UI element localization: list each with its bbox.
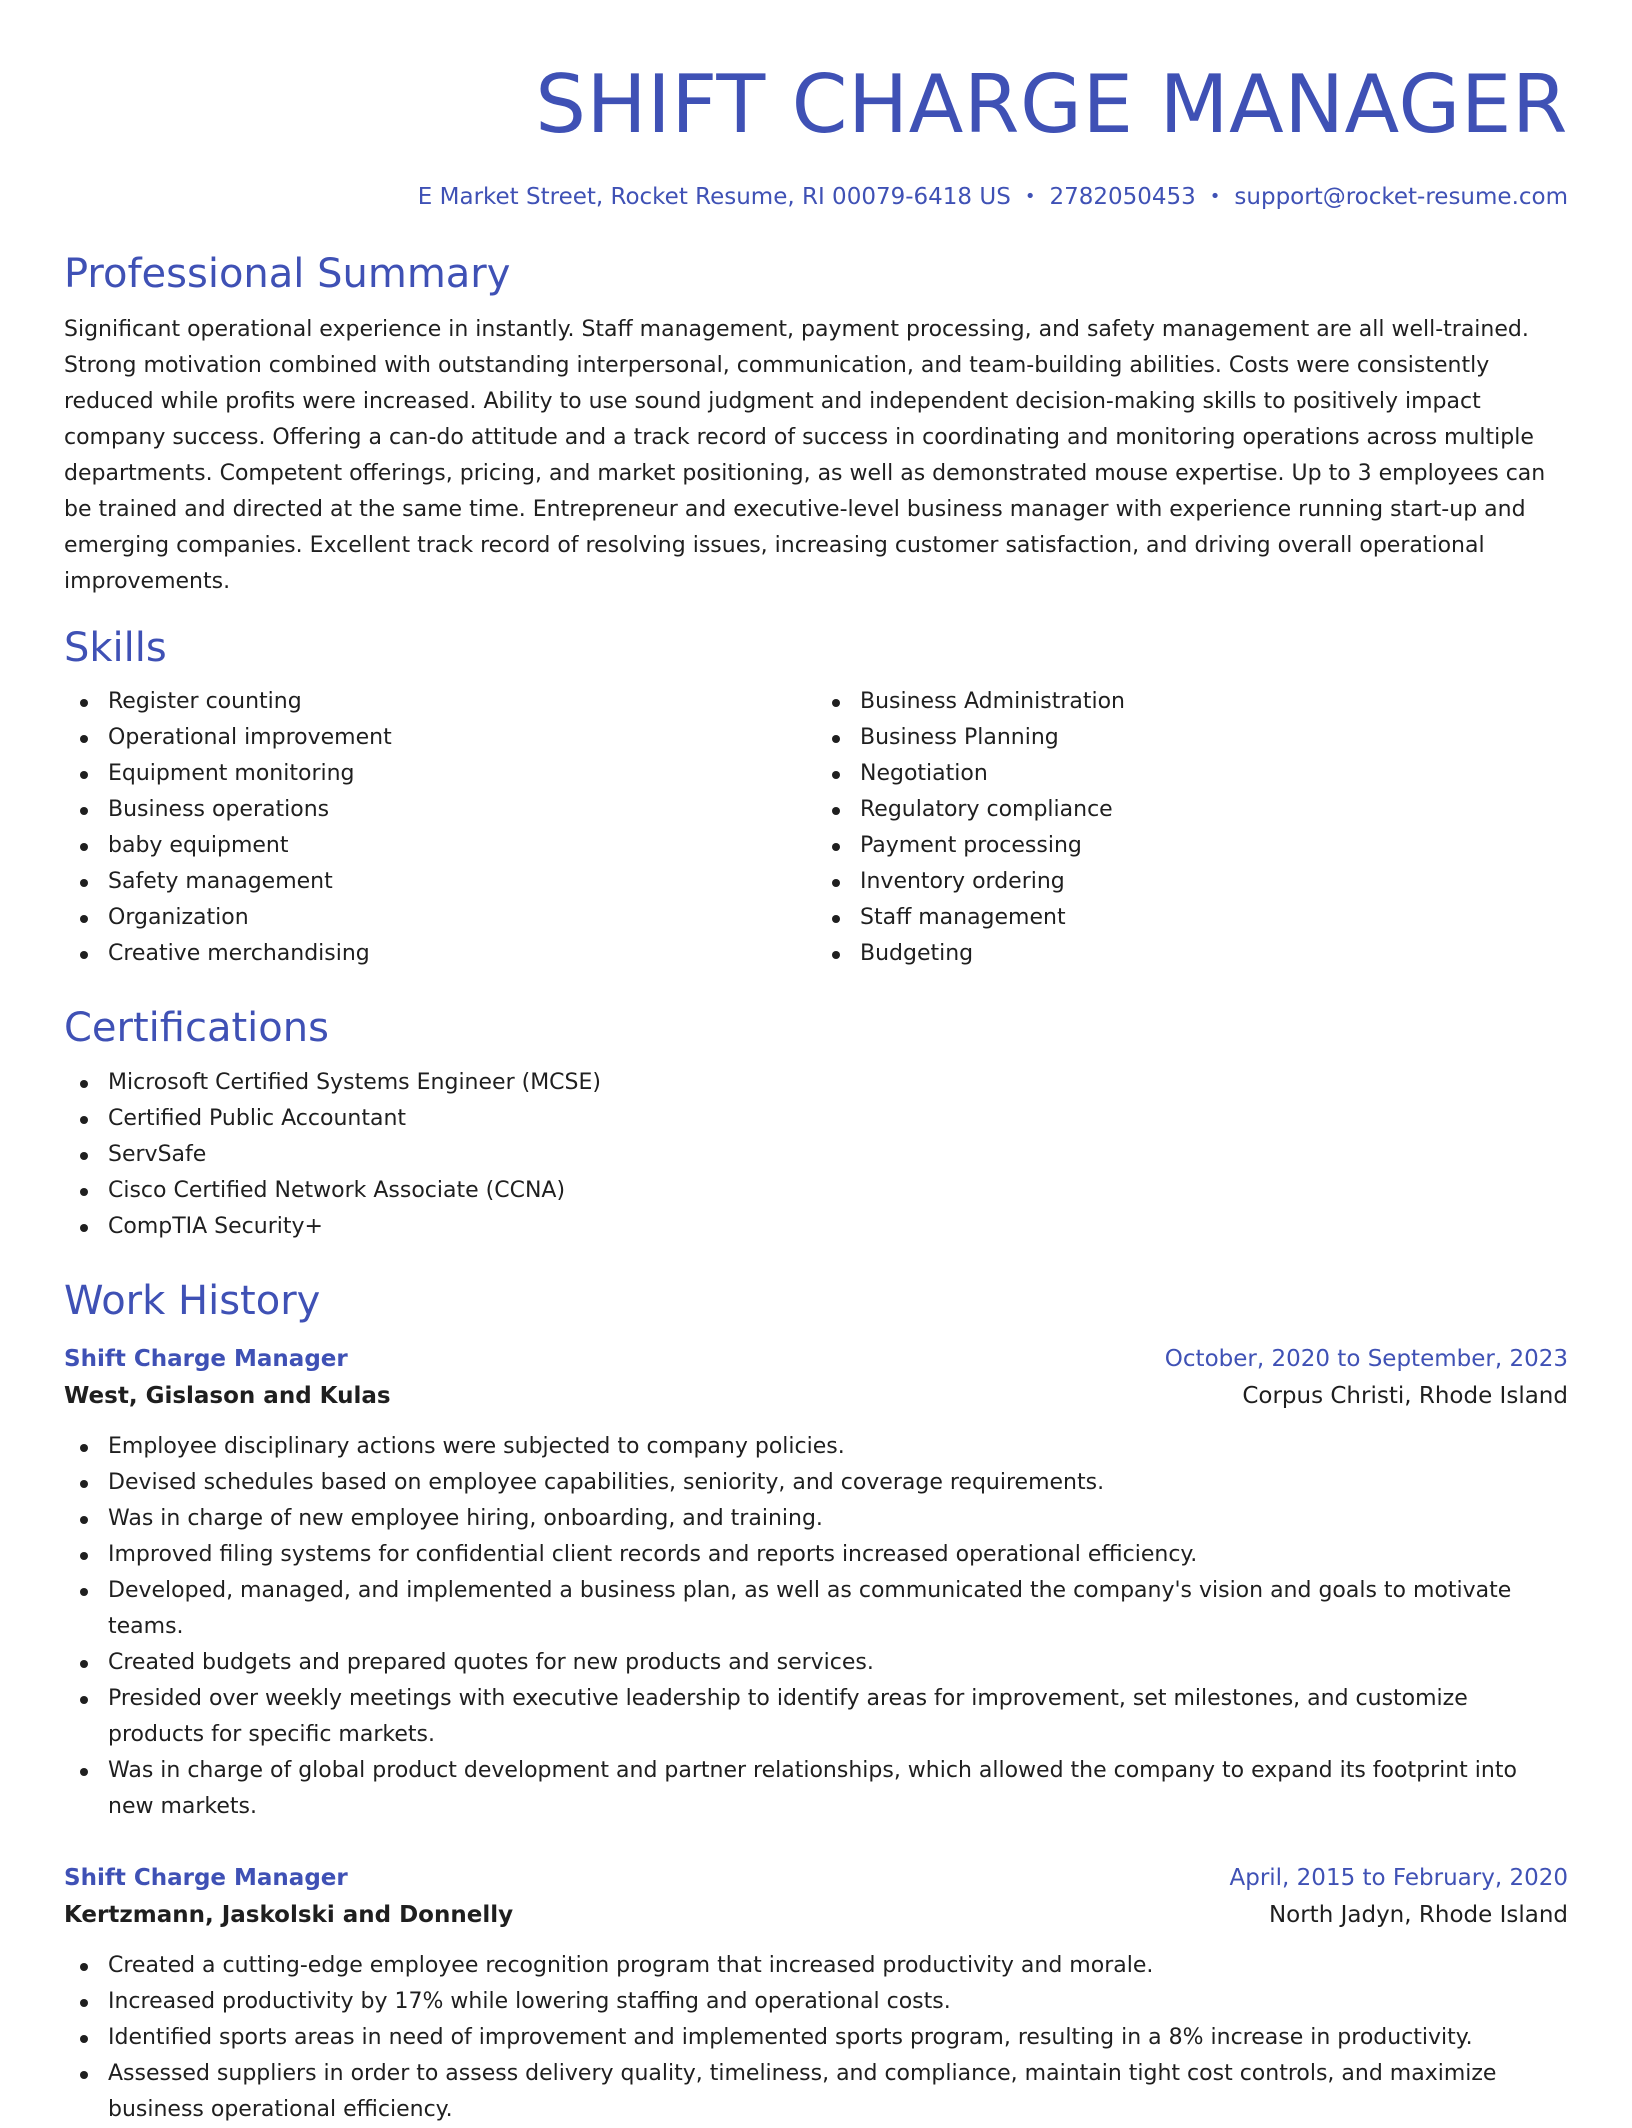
skill-item: Operational improvement xyxy=(108,720,816,756)
skill-item: Business operations xyxy=(108,792,816,828)
skill-item: Business Administration xyxy=(860,684,1568,720)
certification-item: Cisco Certified Network Associate (CCNA) xyxy=(108,1173,1568,1209)
contact-address: E Market Street, Rocket Resume, RI 00079-6418 US xyxy=(417,184,1011,210)
job-bullet: Presided over weekly meetings with executive leadership to identify areas for improvement, set milestones, and customize products for specific markets. xyxy=(108,1681,1568,1753)
job-title: Shift Charge Manager xyxy=(64,1865,348,1891)
resume-name: SHIFT CHARGE MANAGER xyxy=(535,58,1568,151)
contact-phone: 2782050453 xyxy=(1049,184,1196,210)
certification-item: CompTIA Security+ xyxy=(108,1209,1568,1245)
certifications-heading: Certifications xyxy=(64,1005,329,1051)
skill-item: Payment processing xyxy=(860,828,1568,864)
skill-item: Negotiation xyxy=(860,756,1568,792)
resume-page xyxy=(64,0,1568,2128)
skills-list-right xyxy=(816,684,1568,972)
job-title-row xyxy=(64,1341,1568,1377)
skill-item: Creative merchandising xyxy=(108,936,816,972)
contact-separator: • xyxy=(1209,186,1221,207)
skill-item: baby equipment xyxy=(108,828,816,864)
job-location: North Jadyn, Rhode Island xyxy=(1268,1902,1568,1928)
job-entry xyxy=(64,1860,1568,2128)
summary-text: Significant operational experience in instantly. Staff management, payment processing, and safety management are all well-trained. Strong motivation combined with outstanding interpersonal, communication, and team-building abilities. Costs were consistently reduced while profits were increased. Ability to use sound judgment and independent decision-making skills to positively impact company success. Offering a can-do attitude and a track record of success in coordinating and monitoring operations across multiple departments. Competent offerings, pricing, and market positioning, as well as demonstrated mouse expertise. Up to 3 employees can be trained and directed at the same time. Entrepreneur and executive-level business manager with experience running start-up and emerging companies. Excellent track record of resolving issues, increasing customer satisfaction, and driving overall operational improvements. xyxy=(64,317,1546,594)
job-company: West, Gislason and Kulas xyxy=(64,1383,391,1409)
job-bullet: Created a cutting-edge employee recognition program that increased productivity and morale. xyxy=(108,1948,1568,1984)
job-dates: October, 2020 to September, 2023 xyxy=(1164,1346,1568,1372)
skill-item: Business Planning xyxy=(860,720,1568,756)
contact-email[interactable]: support@rocket-resume.com xyxy=(1234,184,1568,210)
job-bullet: Created budgets and prepared quotes for new products and services. xyxy=(108,1645,1568,1681)
job-bullet: Was in charge of new employee hiring, onboarding, and training. xyxy=(108,1501,1568,1537)
job-company-row xyxy=(64,1896,1568,1934)
work-history-heading: Work History xyxy=(64,1278,321,1324)
job-bullet: Assessed suppliers in order to assess delivery quality, timeliness, and compliance, maintain tight cost controls, and maximize business operational efficiency. xyxy=(108,2056,1568,2128)
certification-item: Microsoft Certified Systems Engineer (MCSE) xyxy=(108,1065,1568,1101)
skill-item: Inventory ordering xyxy=(860,864,1568,900)
skill-item: Regulatory compliance xyxy=(860,792,1568,828)
job-company: Kertzmann, Jaskolski and Donnelly xyxy=(64,1902,514,1928)
skill-item: Staff management xyxy=(860,900,1568,936)
certifications-list xyxy=(64,1065,1568,1245)
job-company-row xyxy=(64,1377,1568,1415)
summary-heading: Professional Summary xyxy=(64,251,511,297)
skill-item: Budgeting xyxy=(860,936,1568,972)
certification-item: Certified Public Accountant xyxy=(108,1101,1568,1137)
job-bullet: Developed, managed, and implemented a business plan, as well as communicated the company's vision and goals to motivate teams. xyxy=(108,1573,1568,1645)
contact-separator: • xyxy=(1024,186,1036,207)
skills-columns xyxy=(64,684,1568,972)
job-bullet: Employee disciplinary actions were subjected to company policies. xyxy=(108,1429,1568,1465)
skill-item: Register counting xyxy=(108,684,816,720)
certification-item: ServSafe xyxy=(108,1137,1568,1173)
job-bullet: Identified sports areas in need of improvement and implemented sports program, resulting in a 8% increase in productivity. xyxy=(108,2020,1568,2056)
skill-item: Equipment monitoring xyxy=(108,756,816,792)
job-bullet: Increased productivity by 17% while lowering staffing and operational costs. xyxy=(108,1984,1568,2020)
job-bullet: Improved filing systems for confidential client records and reports increased operational efficiency. xyxy=(108,1537,1568,1573)
job-dates: April, 2015 to February, 2020 xyxy=(1229,1865,1568,1891)
job-title-row xyxy=(64,1860,1568,1896)
job-location: Corpus Christi, Rhode Island xyxy=(1242,1383,1568,1409)
job-bullet: Devised schedules based on employee capabilities, seniority, and coverage requirements. xyxy=(108,1465,1568,1501)
skills-heading: Skills xyxy=(64,625,167,671)
skill-item: Organization xyxy=(108,900,816,936)
job-title: Shift Charge Manager xyxy=(64,1346,348,1372)
job-bullet: Was in charge of global product development and partner relationships, which allowed the company to expand its footprint into new markets. xyxy=(108,1753,1568,1825)
job-bullets xyxy=(64,1948,1568,2128)
skills-list-left xyxy=(64,684,816,972)
job-entry xyxy=(64,1341,1568,1825)
job-bullets xyxy=(64,1429,1568,1825)
skill-item: Safety management xyxy=(108,864,816,900)
contact-line xyxy=(64,181,1568,213)
